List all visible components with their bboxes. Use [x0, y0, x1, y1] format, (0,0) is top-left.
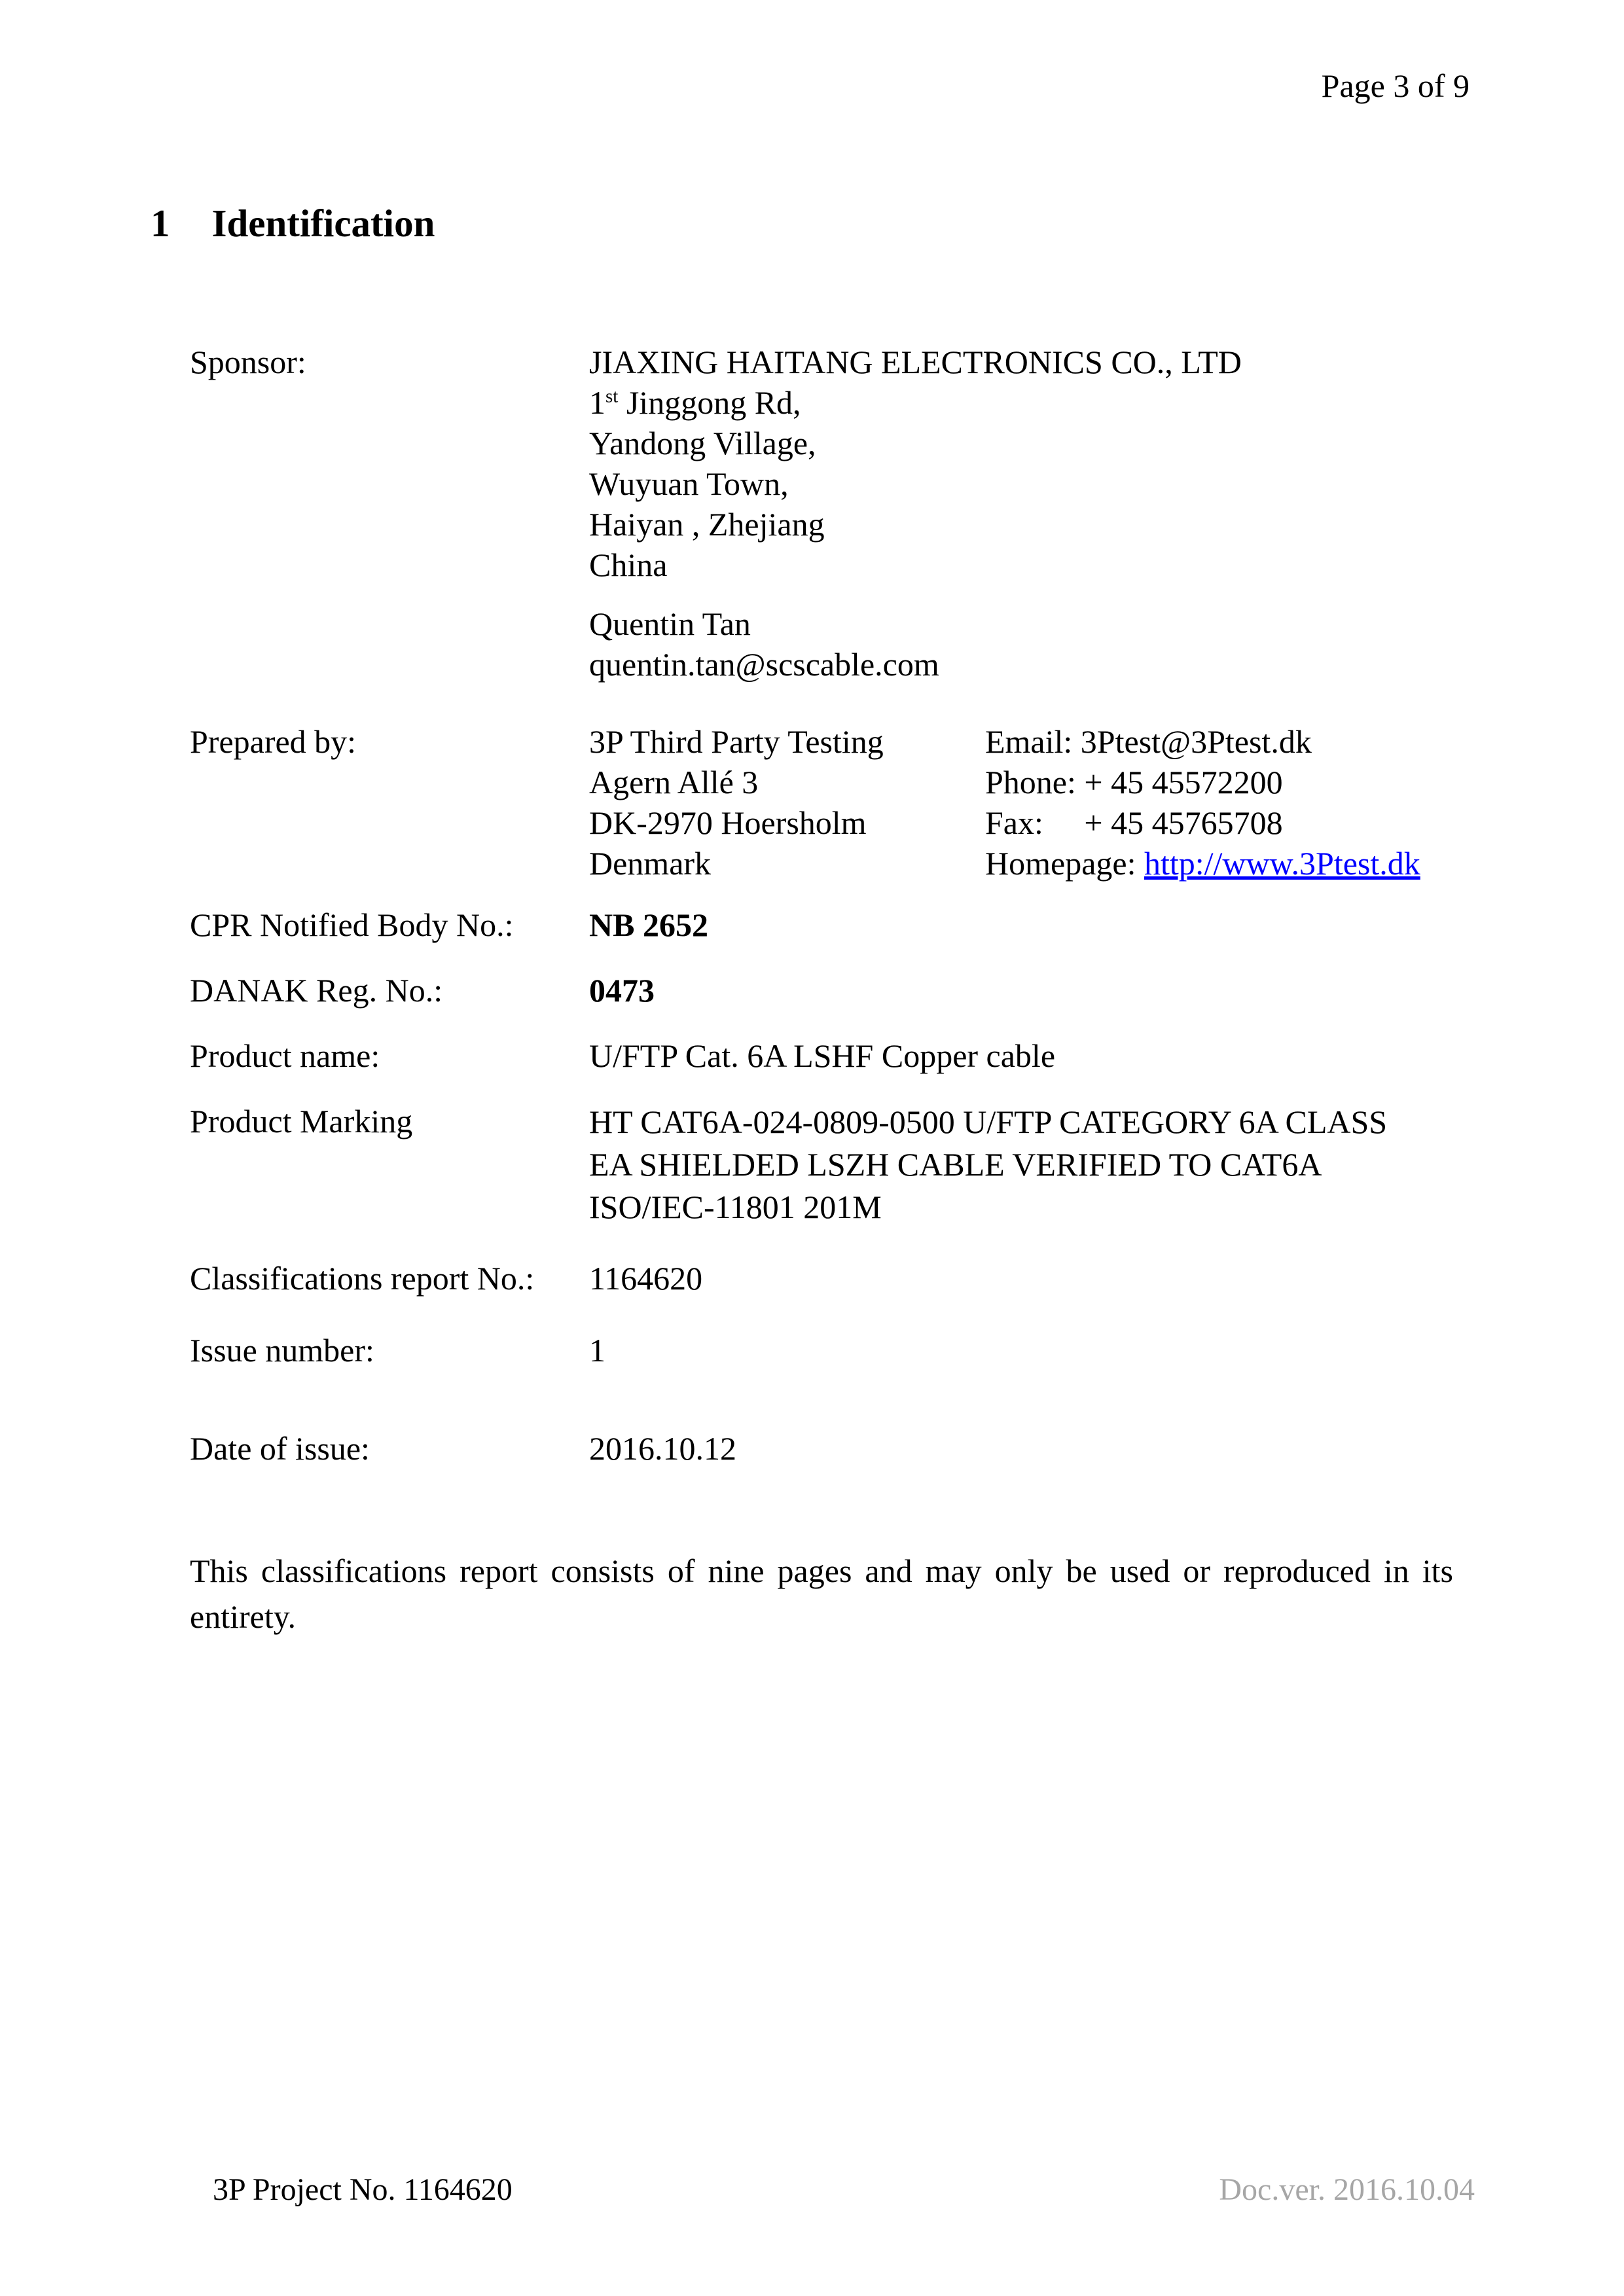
- section-number: 1: [151, 202, 170, 245]
- footer-doc-version: Doc.ver. 2016.10.04: [1219, 2172, 1475, 2207]
- issue-number-label: Issue number:: [190, 1332, 374, 1369]
- cpr-label: CPR Notified Body No.:: [190, 906, 514, 943]
- sponsor-address-line: China: [589, 547, 668, 583]
- cpr-value: NB 2652: [589, 906, 708, 943]
- lab-name: 3P Third Party Testing: [589, 723, 884, 760]
- sponsor-address-block: [589, 342, 1242, 585]
- homepage-link[interactable]: http://www.3Ptest.dk: [1144, 845, 1420, 882]
- street-number: 1: [589, 384, 605, 421]
- prepared-by-label: Prepared by:: [190, 723, 357, 760]
- footer-project-number: 3P Project No. 1164620: [213, 2172, 513, 2207]
- product-marking-line: EA SHIELDED LSZH CABLE VERIFIED TO CAT6A: [589, 1146, 1322, 1183]
- sponsor-address-line: Wuyuan Town,: [589, 465, 789, 502]
- section-heading: [151, 200, 435, 246]
- sponsor-address-line: Yandong Village,: [589, 425, 816, 461]
- product-marking-value: [589, 1101, 1387, 1229]
- danak-value: 0473: [589, 972, 655, 1009]
- report-no-value: 1164620: [589, 1260, 703, 1297]
- sponsor-contact-block: [589, 603, 939, 685]
- product-name-label: Product name:: [190, 1037, 380, 1074]
- lab-contact-block: [985, 721, 1420, 884]
- issue-number-value: 1: [589, 1332, 605, 1369]
- lab-email-line: Email: 3Ptest@3Ptest.dk: [985, 723, 1312, 760]
- lab-address-line: DK-2970 Hoersholm: [589, 804, 867, 841]
- sponsor-address-line: [589, 382, 1242, 423]
- danak-label: DANAK Reg. No.:: [190, 972, 443, 1009]
- date-of-issue-value: 2016.10.12: [589, 1430, 736, 1467]
- lab-address-line: Denmark: [589, 845, 712, 882]
- street-name: Jinggong Rd,: [618, 384, 801, 421]
- lab-fax-line: Fax: + 45 45765708: [985, 804, 1283, 841]
- product-marking-line: HT CAT6A-024-0809-0500 U/FTP CATEGORY 6A CLASS: [589, 1103, 1388, 1140]
- contact-name: Quentin Tan: [589, 605, 751, 642]
- product-marking-line: ISO/IEC-11801 201M: [589, 1189, 882, 1225]
- lab-homepage-line: [985, 843, 1420, 884]
- lab-address-line: Agern Allé 3: [589, 764, 759, 800]
- report-no-label: Classifications report No.:: [190, 1260, 535, 1297]
- sponsor-company: JIAXING HAITANG ELECTRONICS CO., LTD: [589, 344, 1242, 380]
- section-title: Identification: [211, 202, 435, 245]
- product-name-value: U/FTP Cat. 6A LSHF Copper cable: [589, 1037, 1056, 1074]
- lab-phone-line: Phone: + 45 45572200: [985, 764, 1283, 800]
- lab-address-block: [589, 721, 884, 884]
- product-marking-label: Product Marking: [190, 1103, 413, 1139]
- entirety-note: This classifications report consists of nine pages and may only be used or reproduced in its entirety.: [190, 1552, 1453, 1635]
- date-of-issue-label: Date of issue:: [190, 1430, 370, 1467]
- sponsor-label: Sponsor:: [190, 344, 306, 380]
- page-number: Page 3 of 9: [1321, 67, 1470, 104]
- contact-email: quentin.tan@scscable.com: [589, 646, 939, 683]
- ordinal-suffix: st: [605, 386, 619, 407]
- homepage-label: Homepage:: [985, 845, 1144, 882]
- sponsor-address-line: Haiyan , Zhejiang: [589, 506, 825, 543]
